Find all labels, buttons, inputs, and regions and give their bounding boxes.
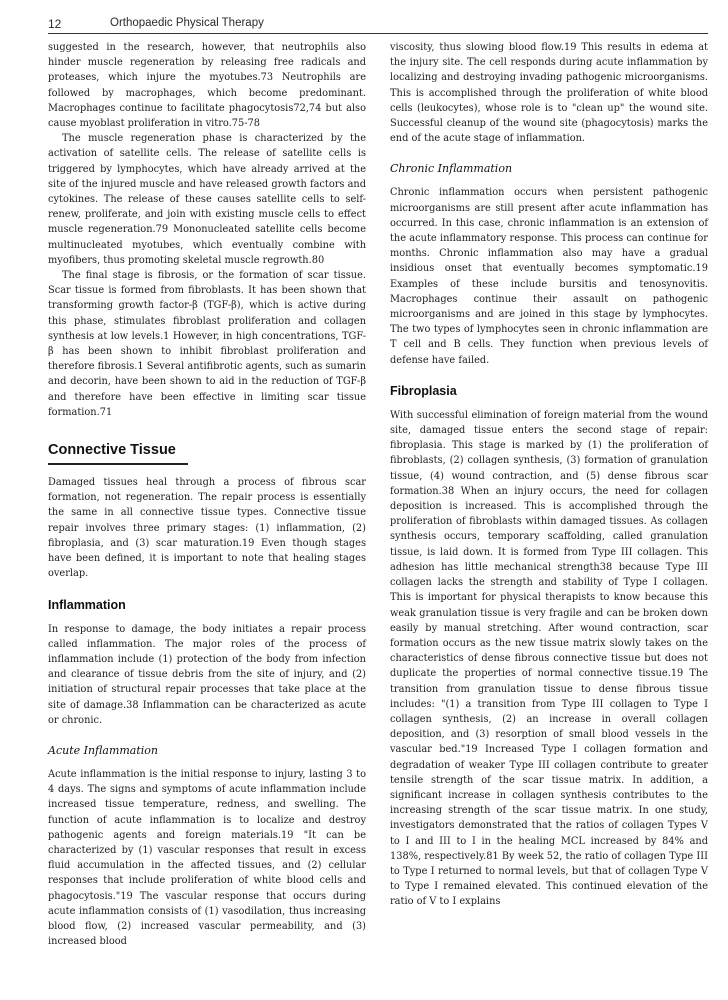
- subsubsection-heading-chronic-inflammation: Chronic Inflammation: [390, 162, 513, 176]
- subsection-heading-fibroplasia: Fibroplasia: [390, 383, 457, 398]
- header-rule: [48, 33, 708, 34]
- subsubsection-heading-acute-inflammation: Acute Inflammation: [48, 743, 159, 757]
- subsection-heading-inflammation: Inflammation: [48, 597, 126, 612]
- running-title: Orthopaedic Physical Therapy: [110, 17, 264, 29]
- page-number: 12: [48, 17, 62, 31]
- paragraph: The final stage is fibrosis, or the formation of scar tissue. Scar tissue is formed from fibroblasts. It has been shown that transforming growth factor-β (TGF-β), which is active during this phase, stimulates fibroblast proliferation and collagen synthesis at low levels.1 However, in high concentrations, TGF-β has been shown to inhibit fibroblast proliferation and therefore fibrosis.1 Several antifibrotic agents, such as sumarin and decorin, have been shown to aid in the reduction of TGF-β and therefore have been effective in limiting scar tissue formation.71: [48, 270, 366, 418]
- paragraph: In response to damage, the body initiates a repair process called inflammation. The major roles of the process of inflammation include (1) protection of the body from infection and clearance of tissue debris from the site of injury, and (2) initiation of structural repair processes that take place at the site of damage.38 Inflammation can be characterized as acute or chronic.: [48, 623, 366, 726]
- paragraph: suggested in the research, however, that neutrophils also hinder muscle regeneration by releasing free radicals and proteases, which injure the myotubes.73 Neutrophils are followed by macrophages, which become predominant. Macrophages continue to facilitate phagocytosis72,74 but also cause myoblast proliferation in vitro.75-78: [48, 42, 366, 130]
- paragraph: The muscle regeneration phase is characterized by the activation of satellite cells. The release of satellite cells is triggered by lymphocytes, which have already arrived at the site of the injured muscle and have released growth factors and cytokines. The release of these causes satellite cells to self-renew, proliferate, and join with existing muscle cells to effect muscle regeneration.79 Mononucleated satellite cells become multinucleated myotubes, which eventually combine with myofibers, thus promoting skeletal muscle regrowth.80: [48, 133, 366, 266]
- paragraph: Acute inflammation is the initial response to injury, lasting 3 to 4 days. The signs and symptoms of acute inflammation include increased tissue temperature, redness, and swelling. The function of acute inflammation is to localize and destroy pathogenic agents and foreign materials.19 "It can be characterized by (1) vascular responses that result in excess fluid accumulation in the affected tissues, and (2) cellular responses that include proliferation of white blood cells and phagocytosis."19 The vascular response that occurs during acute inflammation consists of (1) vasodilation, thus increasing blood flow, (2) increased vascular permeability, and (3) increased blood: [48, 768, 366, 948]
- paragraph: Chronic inflammation occurs when persistent pathogenic microorganisms are still present after acute inflammation has occurred. In this case, chronic inflammation is an extension of the acute inflammatory response. This process can continue for months. Chronic inflammation also may have a gradual insidious onset that eventually becomes symptomatic.19 Examples of these include bursitis and tenosynovitis. Macrophages continue their assault on pathogenic microorganisms and are joined in this stage by lymphocytes. The two types of lymphocytes seen in chronic inflammation are T cell and B cells. They function when previous levels of defense have failed.: [390, 187, 708, 366]
- right-column: [390, 40, 708, 910]
- running-header: [48, 17, 708, 35]
- left-column: [48, 40, 366, 949]
- paragraph: viscosity, thus slowing blood flow.19 This results in edema at the injury site. The cell responds during acute inflammation by localizing and destroying invading pathogenic microorganisms. This is accomplished through the proliferation of white blood cells (leukocytes), whose role is to "clean up" the wound site. Successful cleanup of the wound site (phagocytosis) marks the end of the acute stage of inflammation.: [390, 42, 708, 145]
- paragraph: With successful elimination of foreign material from the wound site, damaged tissue enters the second stage of repair: fibroplasia. This stage is marked by (1) the proliferation of fibroblasts, (2) collagen synthesis, (3) formation of granulation tissue, (4) wound contraction, and (5) dense fibrous scar formation.38 When an injury occurs, the need for collagen deposition is increased. This is accomplished through the proliferation of fibroblasts within damaged tissues. As collagen synthesis occurs, temporary scaffolding, called granulation tissue, is laid down. It is formed from Type III collagen. This adhesion has little mechanical strength38 because Type III collagen lacks the strength and stability of Type I collagen. This is important for physical therapists to know because this weak granulation tissue is very fragile and can be broken down easily by manual stretching. After wound contraction, scar formation occurs as the new tissue matrix slowly takes on the characteristics of dense fibrous connective tissue but does not duplicate the properties of normal connective tissue.19 The transition from granulation tissue to dense fibrous tissue includes: "(1) a transition from Type III collagen to Type I collagen synthesis, (2) an increase in overall collagen deposition, and (3) resorption of small blood vessels in the vascular bed."19 Increased Type I collagen formation and degradation of weaker Type III collagen contribute to greater tensile strength of the scar tissue matrix. In addition, a significant increase in collagen synthesis contributes to the increasing strength of the scar tissue matrix. In one study, investigators demonstrated that the ratios of collagen Types V to I and III to I in the healing MCL increased by 84% and 138%, respectively.81 By week 52, the ratio of collagen Type III to Type I returned to normal levels, but that of collagen Type V to Type I remained elevated. This continued elevation of the ratio of V to I explains: [390, 409, 708, 908]
- paragraph: Damaged tissues heal through a process of fibrous scar formation, not regeneration. The repair process is essentially the same in all connective tissue types. Connective tissue repair involves three primary stages: (1) inflammation, (2) fibroplasia, and (3) scar maturation.19 Even though stages have been defined, it is important to note that healing stages overlap.: [48, 477, 366, 580]
- section-heading-connective-tissue: Connective Tissue: [48, 442, 188, 465]
